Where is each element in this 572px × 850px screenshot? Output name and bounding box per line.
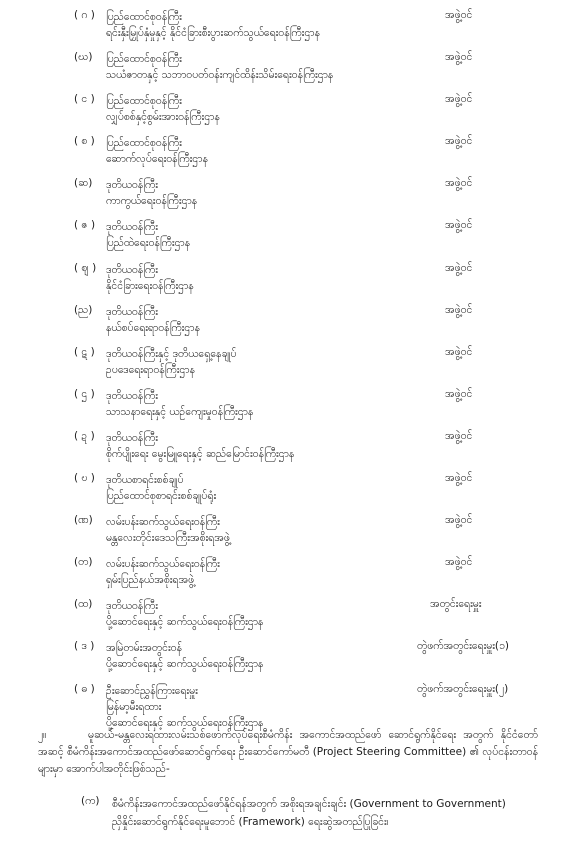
item-number: ( ဋ ) (74, 345, 95, 358)
list-item (0, 428, 572, 470)
sub-item-line: စီမံကိန်းအကောင်အထည်ဖော်နိုင်ရန်အတွက် အစိုးရအချင်းချင်း (Government to Government) (112, 798, 506, 810)
item-number: (ည) (74, 303, 93, 316)
committee-role: အဖွဲ့ဝင် (445, 303, 473, 316)
list-item (0, 386, 572, 428)
position-title: လမ်းပန်းဆက်သွယ်ရေးဝန်ကြီး (106, 516, 220, 529)
position-title: ဒုတိယဝန်ကြီး (106, 389, 158, 402)
committee-role: အဖွဲ့ဝင် (445, 387, 473, 400)
organization-name: ဆောက်လုပ်ရေးဝန်ကြီးဌာန (106, 153, 208, 166)
item-number: ( ဎ ) (74, 472, 95, 485)
committee-role: အဖွဲ့ဝင် (445, 93, 473, 106)
position-title: ဒုတိယဝန်ကြီး (106, 221, 158, 234)
committee-role: အဖွဲ့ဝင် (445, 219, 473, 232)
committee-member-list (0, 7, 572, 737)
organization-name: သာသနာရေးနှင့် ယဉ်ကျေးမှုဝန်ကြီးဌာန (106, 405, 254, 418)
item-title (106, 598, 263, 630)
item-number: (ထ) (74, 598, 93, 611)
item-title (106, 51, 333, 83)
organization-name: လျှပ်စစ်နှင့်စွမ်းအားဝန်ကြီးဌာန (106, 111, 220, 124)
item-title (106, 388, 253, 420)
item-number: (ဆ) (74, 177, 93, 190)
committee-role: အဖွဲ့ဝင် (445, 514, 473, 527)
organization-name: နယ်စပ်ရေးရာဝန်ကြီးဌာန (106, 321, 200, 334)
position-title: ဒုတိယဝန်ကြီး (106, 305, 158, 318)
item-title (106, 219, 190, 251)
item-number: ( ဂ ) (74, 9, 95, 21)
position-title: အမြဲတမ်းအတွင်းဝန် (106, 642, 182, 655)
item-number: ( ဈ ) (74, 261, 97, 274)
organization-name: ရှမ်းပြည်နယ်အစိုးရအဖွဲ့ (106, 574, 195, 587)
sub-item-number: (က) (81, 795, 100, 807)
list-item (0, 302, 572, 344)
position-title: ဒုတိယဝန်ကြီး (106, 179, 158, 192)
organization-name: ပို့ဆောင်ရေးနှင့် ဆက်သွယ်ရေးဝန်ကြီးဌာန (106, 658, 264, 671)
item-title (106, 556, 220, 588)
committee-role: အဖွဲ့ဝင် (445, 9, 473, 21)
organization-name: ပို့ဆောင်ရေးနှင့် ဆက်သွယ်ရေးဝန်ကြီးဌာန (106, 616, 264, 629)
item-title (106, 177, 197, 209)
position-title: ဒုတိယဝန်ကြီး (106, 600, 158, 613)
committee-role: အဖွဲ့ဝင် (445, 177, 473, 190)
item-title (106, 514, 230, 546)
organization-name: နိုင်ငံခြားရေးဝန်ကြီးဌာန (106, 279, 194, 292)
committee-role: အဖွဲ့ဝင် (445, 472, 473, 485)
position-title: ပြည်ထောင်စုဝန်ကြီး (106, 11, 182, 23)
paragraph-number: ၂။ (38, 729, 47, 741)
list-item (0, 512, 572, 554)
position-title: ဒုတိယဝန်ကြီး (106, 431, 158, 444)
organization-name: မန္တလေးတိုင်းဒေသကြီးအစိုးရအဖွဲ့ (106, 532, 230, 545)
list-item (0, 7, 572, 49)
organization-name: ဥပဒေရေးရာဝန်ကြီးဌာန (106, 363, 195, 376)
organization-name: ပို့ဆောင်ရေးနှင့် ဆက်သွယ်ရေးဝန်ကြီးဌာန (106, 716, 264, 729)
organization-name: ကာကွယ်ရေးဝန်ကြီးဌာန (106, 195, 198, 208)
list-item (0, 260, 572, 302)
list-item (0, 91, 572, 133)
item-title (106, 135, 208, 167)
committee-role: အဖွဲ့ဝင် (445, 556, 473, 569)
position-title: ပြည်ထောင်စုဝန်ကြီး (106, 53, 182, 66)
item-number: ( ဌ ) (74, 387, 95, 400)
item-number: (ဃ) (74, 51, 93, 64)
item-title (106, 346, 237, 378)
sub-item-line: ညှိနှိုင်းဆောင်ရွက်နိုင်ရေးမူဘောင် (Framework) ရေးဆွဲအတည်ပြုခြင်း၊ (112, 816, 389, 828)
paragraph-text: မူဆယ်-မန္တလေးရထားလမ်းသစ်ဖောက်လုပ်ရေးစီမံကိန်း အကောင်အထည်ဖော် ဆောင်ရွက်နိုင်ရေး အတွက် နိုင်ငံတော်အဆင့် စီမံကိန်းအကောင်အထည်ဖော်ဆောင်ရွက်ရေး ဦးဆောင်ကော်မတီ (Project Steering Committee) ၏ လုပ်ငန်းတာဝန်များမှာ အောက်ပါအတိုင်းဖြစ်သည်- (38, 729, 538, 775)
item-number: ( စ ) (74, 135, 95, 148)
organization-name: စိုက်ပျိုးရေး မွေးမြူရေးနှင့် ဆည်မြောင်းဝန်ကြီးဌာန (106, 447, 295, 460)
item-title (106, 262, 194, 294)
item-title (106, 9, 320, 41)
list-item (0, 133, 572, 175)
item-number: (ဏ) (74, 514, 93, 527)
list-item (0, 596, 572, 638)
sub-item-text (112, 795, 506, 831)
list-item (0, 175, 572, 217)
committee-role: အဖွဲ့ဝင် (445, 345, 473, 358)
item-number: ( ဍ ) (74, 429, 95, 442)
list-item (0, 344, 572, 386)
committee-role: အဖွဲ့ဝင် (445, 261, 473, 274)
item-title (106, 472, 216, 504)
organization-name: ပြည်ထောင်စုစာရင်းစစ်ချုပ်ရုံး (106, 490, 217, 503)
position-title: ပြည်ထောင်စုဝန်ကြီး (106, 137, 182, 150)
organization-name: ရင်းနှီးမြှုပ်နှံမှုနှင့် နိုင်ငံခြားစီးပွားဆက်သွယ်ရေးဝန်ကြီးဌာန (106, 27, 320, 39)
committee-role: တွဲဖက်အတွင်းရေးမှူး(၁) (417, 640, 510, 653)
list-item (0, 49, 572, 91)
list-item (0, 217, 572, 259)
item-title (106, 430, 294, 462)
position-title: ဒုတိယဝန်ကြီးနှင့် ဒုတိယရှေ့နေချုပ် (106, 347, 237, 360)
position-title: ဒုတိယဝန်ကြီး (106, 263, 158, 276)
item-number: ( ဒ ) (74, 640, 95, 653)
item-number: (တ) (74, 556, 93, 569)
position-title: ဦးဆောင်ညွှန်ကြားရေးမှူး (106, 684, 198, 697)
committee-role: အဖွဲ့ဝင် (445, 135, 473, 148)
committee-role: အတွင်းရေးမှူး (430, 598, 482, 611)
committee-role: အဖွဲ့ဝင် (445, 51, 473, 64)
list-item (0, 554, 572, 596)
item-title (106, 683, 263, 731)
item-number: ( င ) (74, 93, 95, 106)
committee-role: အဖွဲ့ဝင် (445, 429, 473, 442)
item-number: ( ဓ ) (74, 682, 95, 695)
list-item (0, 470, 572, 512)
position-title: ဒုတိယစာရင်းစစ်ချုပ် (106, 474, 184, 487)
item-title (106, 640, 263, 672)
numbered-paragraph (38, 727, 538, 778)
item-number: ( ဇ ) (74, 219, 96, 232)
department-name: မြန်မာ့မီးရထား (106, 700, 162, 713)
committee-role: တွဲဖက်အတွင်းရေးမှူး(၂) (417, 682, 509, 695)
organization-name: ပြည်ထဲရေးဝန်ကြီးဌာန (106, 237, 191, 250)
position-title: ပြည်ထောင်စုဝန်ကြီး (106, 95, 182, 108)
item-title (106, 93, 220, 125)
organization-name: သယံဇာတနှင့် သဘာဝပတ်ဝန်းကျင်ထိန်းသိမ်းရေးဝန်ကြီးဌာန (106, 69, 334, 82)
position-title: လမ်းပန်းဆက်သွယ်ရေးဝန်ကြီး (106, 558, 220, 571)
list-item (0, 638, 572, 680)
item-title (106, 304, 200, 336)
